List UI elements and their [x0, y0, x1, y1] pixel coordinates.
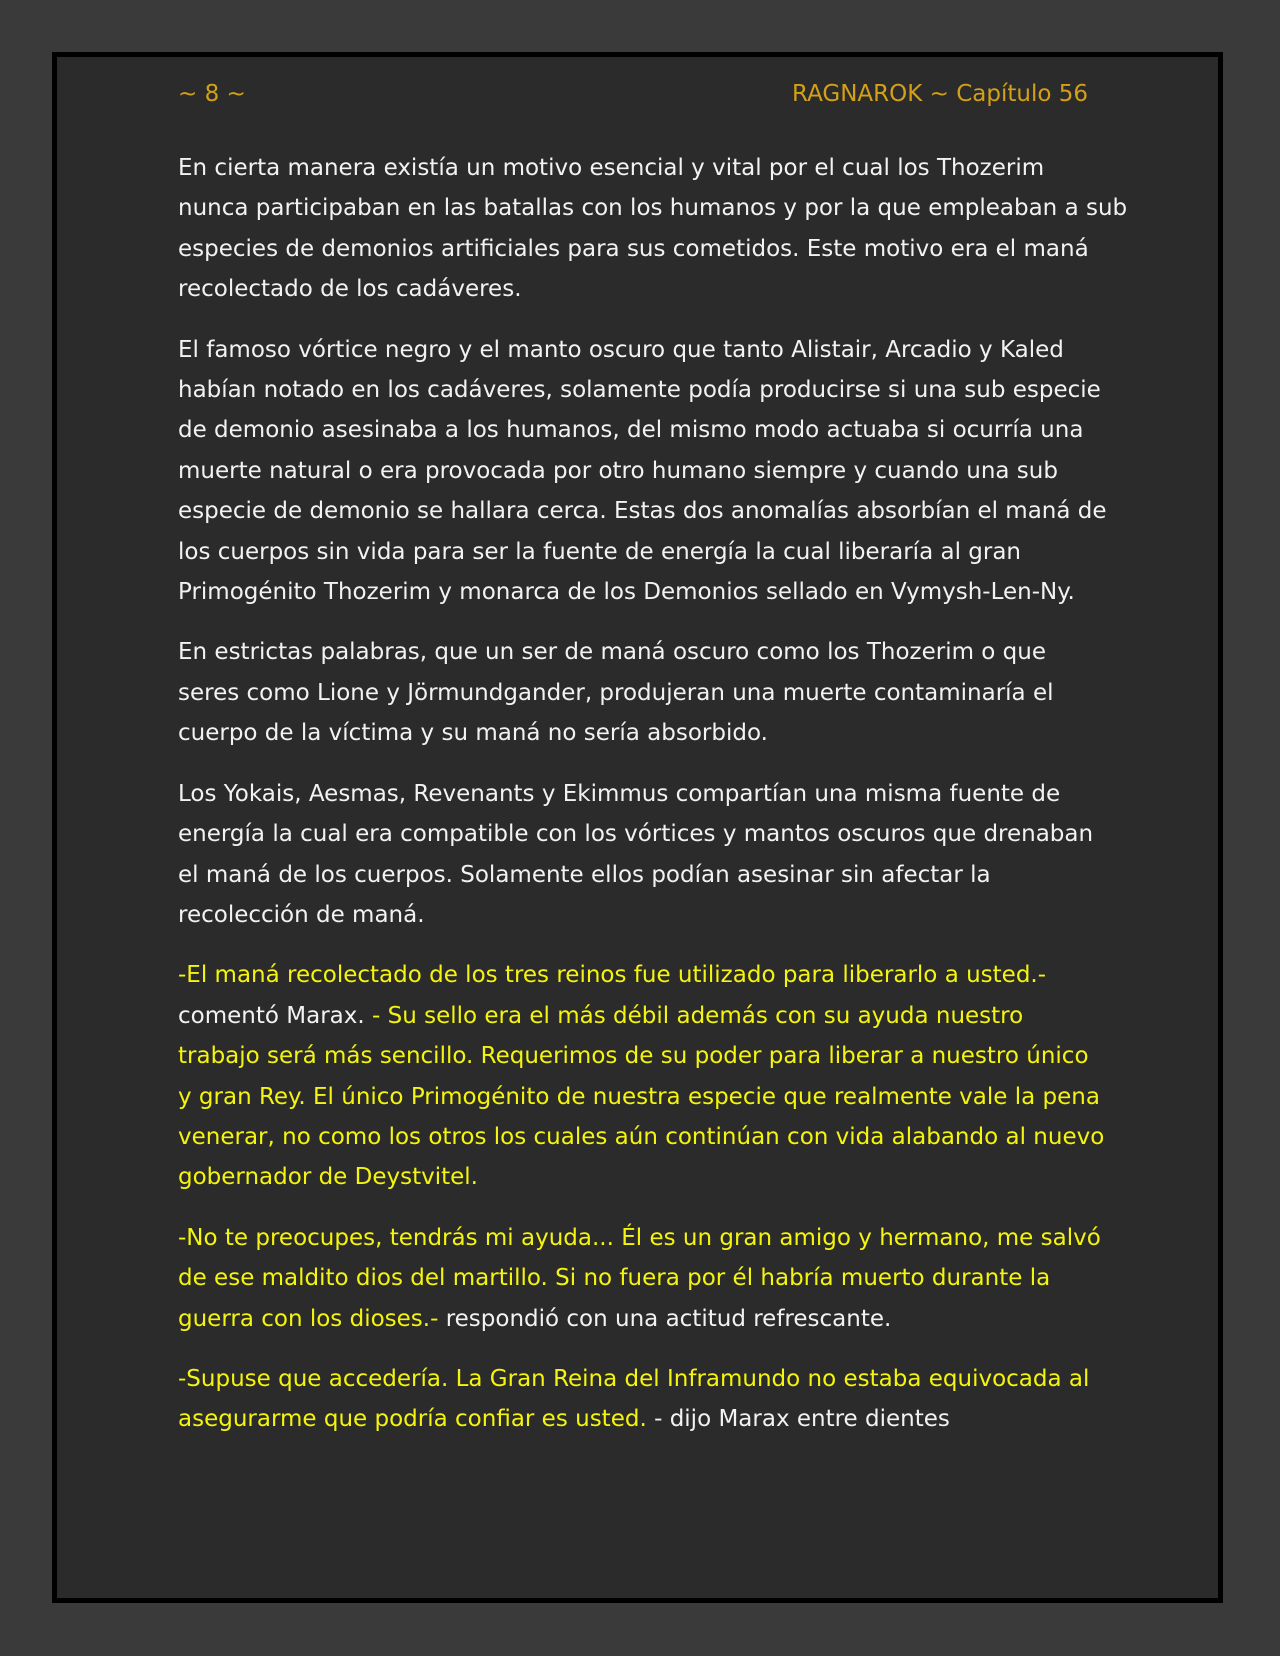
- dialogue-line: [178, 1157, 1108, 1197]
- dialogue-narration: comentó Marax.: [178, 1002, 372, 1029]
- dialogue-line: [178, 955, 1108, 995]
- dialogue-narration: - dijo Marax entre dientes: [654, 1406, 950, 1433]
- dialogue-speech: -No te preocupes, tendrás mi ayuda... Él es un gran amigo y hermano, me salvó: [178, 1224, 1101, 1251]
- dialogue-2: [178, 1218, 1108, 1339]
- dialogue-speech: de ese maldito dios del martillo. Si no fuera por él habría muerto durante la: [178, 1265, 1051, 1292]
- dialogue-speech: trabajo será más sencillo. Requerimos de su poder para liberar a nuestro único: [178, 1043, 1089, 1070]
- text-line: especie de demonio se hallara cerca. Estas dos anomalías absorbían el maná de: [178, 498, 1107, 525]
- dialogue-line: [178, 1117, 1108, 1157]
- chapter-title: RAGNAROK ~ Capítulo 56: [792, 81, 1088, 107]
- dialogue-speech: -El maná recolectado de los tres reinos fue utilizado para liberarlo a usted.-: [178, 962, 1047, 989]
- dialogue-line: [178, 1036, 1108, 1076]
- body-text: [178, 148, 1128, 1460]
- text-line: cuerpo de la víctima y su maná no sería absorbido.: [178, 720, 768, 747]
- dialogue-speech: asegurarme que podría confiar es usted.: [178, 1406, 655, 1433]
- text-line: habían notado en los cadáveres, solamente podía producirse si una sub especie: [178, 377, 1101, 404]
- dialogue-line: [178, 996, 1108, 1036]
- dialogue-speech: guerra con los dioses.-: [178, 1305, 439, 1332]
- paragraph-3: [178, 632, 1108, 753]
- dialogue-1: [178, 955, 1108, 1197]
- text-line: recolección de maná.: [178, 901, 425, 928]
- text-line: Los Yokais, Aesmas, Revenants y Ekimmus compartían una misma fuente de: [178, 780, 1061, 807]
- text-line: En cierta manera existía un motivo esencial y vital por el cual los Thozerim: [178, 155, 1045, 181]
- dialogue-speech: y gran Rey. El único Primogénito de nuestra especie que realmente vale la pena: [178, 1083, 1100, 1110]
- text-line: el maná de los cuerpos. Solamente ellos podían asesinar sin afectar la: [178, 861, 991, 888]
- dialogue-speech: -Supuse que accedería. La Gran Reina del Inframundo no estaba equivocada al: [178, 1365, 1090, 1392]
- text-line: recolectado de los cadáveres.: [178, 276, 522, 303]
- dialogue-line: [178, 1299, 1108, 1339]
- dialogue-3: [178, 1359, 1108, 1440]
- text-line: muerte natural o era provocada por otro humano siempre y cuando una sub: [178, 457, 1058, 484]
- text-line: En estrictas palabras, que un ser de maná oscuro como los Thozerim o que: [178, 639, 1047, 666]
- text-line: seres como Lione y Jörmundgander, produjeran una muerte contaminaría el: [178, 679, 1054, 706]
- text-line: especies de demonios artificiales para sus cometidos. Este motivo era el maná: [178, 235, 1089, 262]
- running-header: [178, 78, 1088, 110]
- text-line: los cuerpos sin vida para ser la fuente de energía la cual liberaría al gran: [178, 538, 1022, 565]
- page-number: ~ 8 ~: [178, 81, 246, 107]
- text-line: El famoso vórtice negro y el manto oscuro que tanto Alistair, Arcadio y Kaled: [178, 336, 1064, 363]
- dialogue-speech: venerar, no como los otros los cuales aún continúan con vida alabando al nuevo: [178, 1123, 1105, 1150]
- text-line: energía la cual era compatible con los vórtices y mantos oscuros que drenaban: [178, 821, 1094, 848]
- dialogue-line: [178, 1218, 1108, 1258]
- dialogue-speech: - Su sello era el más débil además con su ayuda nuestro: [371, 1002, 1024, 1029]
- text-line: de demonio asesinaba a los humanos, del mismo modo actuaba si ocurría una: [178, 417, 1084, 444]
- dialogue-line: [178, 1399, 1108, 1439]
- paragraph-2: [178, 330, 1108, 613]
- text-line: nunca participaban en las batallas con los humanos y por la que empleaban a sub: [178, 195, 1128, 222]
- dialogue-narration: respondió con una actitud refrescante.: [438, 1305, 892, 1332]
- dialogue-speech: gobernador de Deystvitel.: [178, 1164, 478, 1191]
- paragraph-4: [178, 774, 1108, 936]
- dialogue-line: [178, 1077, 1108, 1117]
- paragraph-1: [178, 148, 1128, 310]
- text-line: Primogénito Thozerim y monarca de los Demonios sellado en Vymysh-Len-Ny.: [178, 579, 1075, 606]
- dialogue-line: [178, 1359, 1108, 1399]
- dialogue-line: [178, 1258, 1108, 1298]
